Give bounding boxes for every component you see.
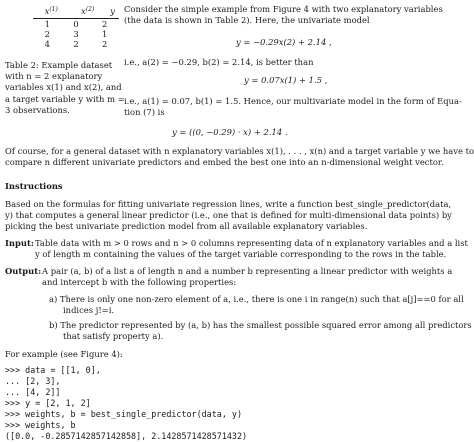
caption-line: with n = 2 explanatory (5, 71, 103, 81)
code-line: >>> weights, b (5, 420, 76, 430)
body-line: tion (7) is (124, 107, 165, 117)
equation-univariate-x1: y = 0.07x(1) + 1.5 , (244, 75, 328, 85)
property-b-cont: that satisfy property a). (63, 331, 164, 341)
table-cell: 2 (44, 29, 50, 39)
property-a: a) There is only one non-zero element of a, i.e., there is one i in range(n) such that a[j]==0 for all (49, 294, 464, 304)
caption-line: variables x(1) and x(2), and (5, 82, 122, 92)
example-intro: For example (see Figure 4): (5, 349, 123, 359)
property-b: b) The predictor represented by (a, b) has the smallest possible squared error among all predictors (49, 320, 472, 330)
input-line: Table data with m > 0 rows and n > 0 columns representing data of n explanatory variables and a list (35, 238, 468, 248)
body-line: Consider the simple example from Figure 4 with two explanatory variables (124, 4, 443, 14)
table-cell: 2 (101, 19, 108, 29)
output-line: A pair (a, b) of a list a of length n and a number b representing a linear predictor with weights a (42, 266, 453, 276)
equation-univariate-x2: y = −0.29x(2) + 2.14 , (236, 37, 332, 47)
property-a-cont: indices j!=i. (63, 305, 115, 315)
code-line: >>> data = [[1, 0], (5, 365, 101, 375)
body-line: (the data is shown in Table 2). Here, the univariate model (124, 15, 370, 25)
code-line: >>> y = [2, 1, 2] (5, 398, 91, 408)
code-line: ... [4, 2]] (5, 387, 61, 397)
caption-line: Table 2: Example dataset (5, 60, 113, 70)
instructions-line: picking the best univariate prediction model from all available explanatory variables. (5, 221, 368, 231)
body-line: Of course, for a general dataset with n explanatory variables x(1), . . . , x(n) and a target variable y we have to (5, 146, 474, 156)
table-row (33, 19, 119, 29)
body-line: i.e., a(2) = −0.29, b(2) = 2.14, is better than (124, 57, 314, 67)
table-header: y (110, 6, 115, 16)
data-table (33, 6, 119, 16)
instructions-line: y) that computes a general linear predictor (i.e., one that is defined for multi-dimensional data points) by (5, 210, 452, 220)
table-header: $x^{(1)}$ (44, 6, 58, 16)
input-line: y of length m containing the values of the target variable corresponding to the rows in the table. (35, 249, 447, 259)
data-table-body (33, 19, 119, 49)
caption-line: 3 observations. (5, 105, 70, 115)
table-row (33, 29, 119, 39)
table-cell: 3 (73, 29, 79, 39)
table-cell: 1 (101, 29, 108, 39)
table-cell: 2 (101, 39, 108, 49)
caption-line: a target variable y with m = (5, 94, 125, 104)
table-row (33, 39, 119, 49)
table-cell: 2 (73, 39, 79, 49)
table-cell: 1 (44, 19, 50, 29)
code-line: >>> weights, b = best_single_predictor(data, y) (5, 409, 242, 419)
table-header-row (33, 6, 119, 16)
instructions-heading: Instructions (5, 181, 63, 191)
instructions-line: Based on the formulas for fitting univariate regression lines, write a function best_single_predictor(data, (5, 199, 452, 209)
output-line: and intercept b with the following properties: (42, 277, 237, 287)
table-header: $x^{(2)}$ (81, 6, 95, 16)
input-label: Input: (5, 238, 34, 248)
table-cell: 4 (44, 39, 50, 49)
code-line: ... [2, 3], (5, 376, 61, 386)
output-label: Output: (5, 266, 42, 276)
code-line: ([0.0, -0.2857142857142858], 2.1428571428571432) (5, 431, 248, 441)
body-line: i.e., a(1) = 0.07, b(1) = 1.5. Hence, our multivariate model in the form of Equa- (124, 96, 462, 106)
table-cell: 0 (73, 19, 79, 29)
body-line: compare n different univariate predictors and embed the best one into an n-dimensional weight vector. (5, 157, 444, 167)
equation-multivariate: y = ((0, −0.29) · x) + 2.14 . (172, 127, 288, 137)
